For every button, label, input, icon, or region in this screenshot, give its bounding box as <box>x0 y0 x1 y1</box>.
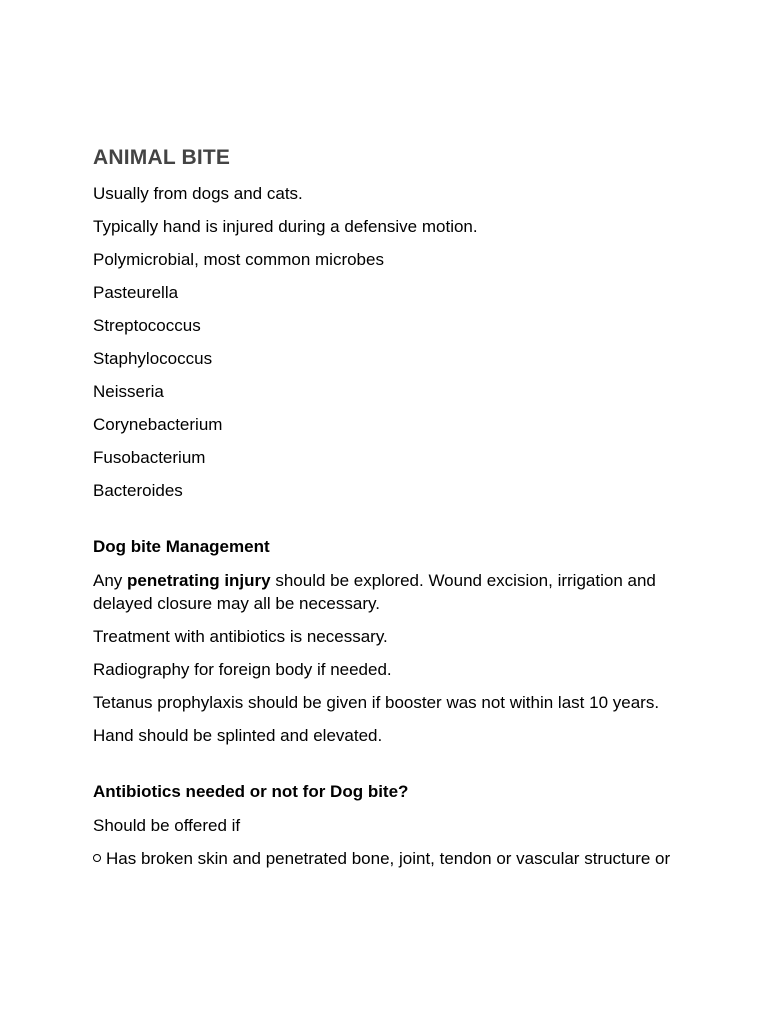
microbe-item: Pasteurella <box>93 283 179 302</box>
paragraph-text: Any <box>93 571 128 590</box>
microbe-item: Corynebacterium <box>93 415 223 434</box>
text-line: Polymicrobial, most common microbes <box>93 250 384 269</box>
paragraph <box>93 569 683 615</box>
microbe-item: Staphylococcus <box>93 349 213 368</box>
text-line: Treatment with antibiotics is necessary. <box>93 627 388 646</box>
page-title: ANIMAL BITE <box>93 146 231 169</box>
section-heading: Dog bite Management <box>93 537 270 556</box>
microbe-item: Fusobacterium <box>93 448 206 467</box>
paragraph-text: should be explored. Wound excision, irrigation and delayed closure may all be necessary. <box>93 571 656 613</box>
section-dog-bite-management <box>93 535 683 747</box>
text-line: Typically hand is injured during a defensive motion. <box>93 217 478 236</box>
text-line: Tetanus prophylaxis should be given if booster was not within last 10 years. <box>93 693 660 712</box>
text-line: Hand should be splinted and elevated. <box>93 726 383 745</box>
section-heading: Antibiotics needed or not for Dog bite? <box>93 782 409 801</box>
bullet-text: Has broken skin and penetrated bone, joint, tendon or vascular structure or <box>106 849 671 868</box>
text-line: Usually from dogs and cats. <box>93 184 303 203</box>
text-line: Should be offered if <box>93 816 241 835</box>
microbe-item: Bacteroides <box>93 481 183 500</box>
section-animal-bite <box>93 145 683 502</box>
bold-term: penetrating injury <box>127 571 271 590</box>
document-content <box>93 145 683 870</box>
bullet-item <box>93 847 683 870</box>
circle-bullet-icon <box>93 854 101 862</box>
microbe-item: Neisseria <box>93 382 164 401</box>
section-antibiotics <box>93 780 683 870</box>
microbe-item: Streptococcus <box>93 316 201 335</box>
text-line: Radiography for foreign body if needed. <box>93 660 392 679</box>
